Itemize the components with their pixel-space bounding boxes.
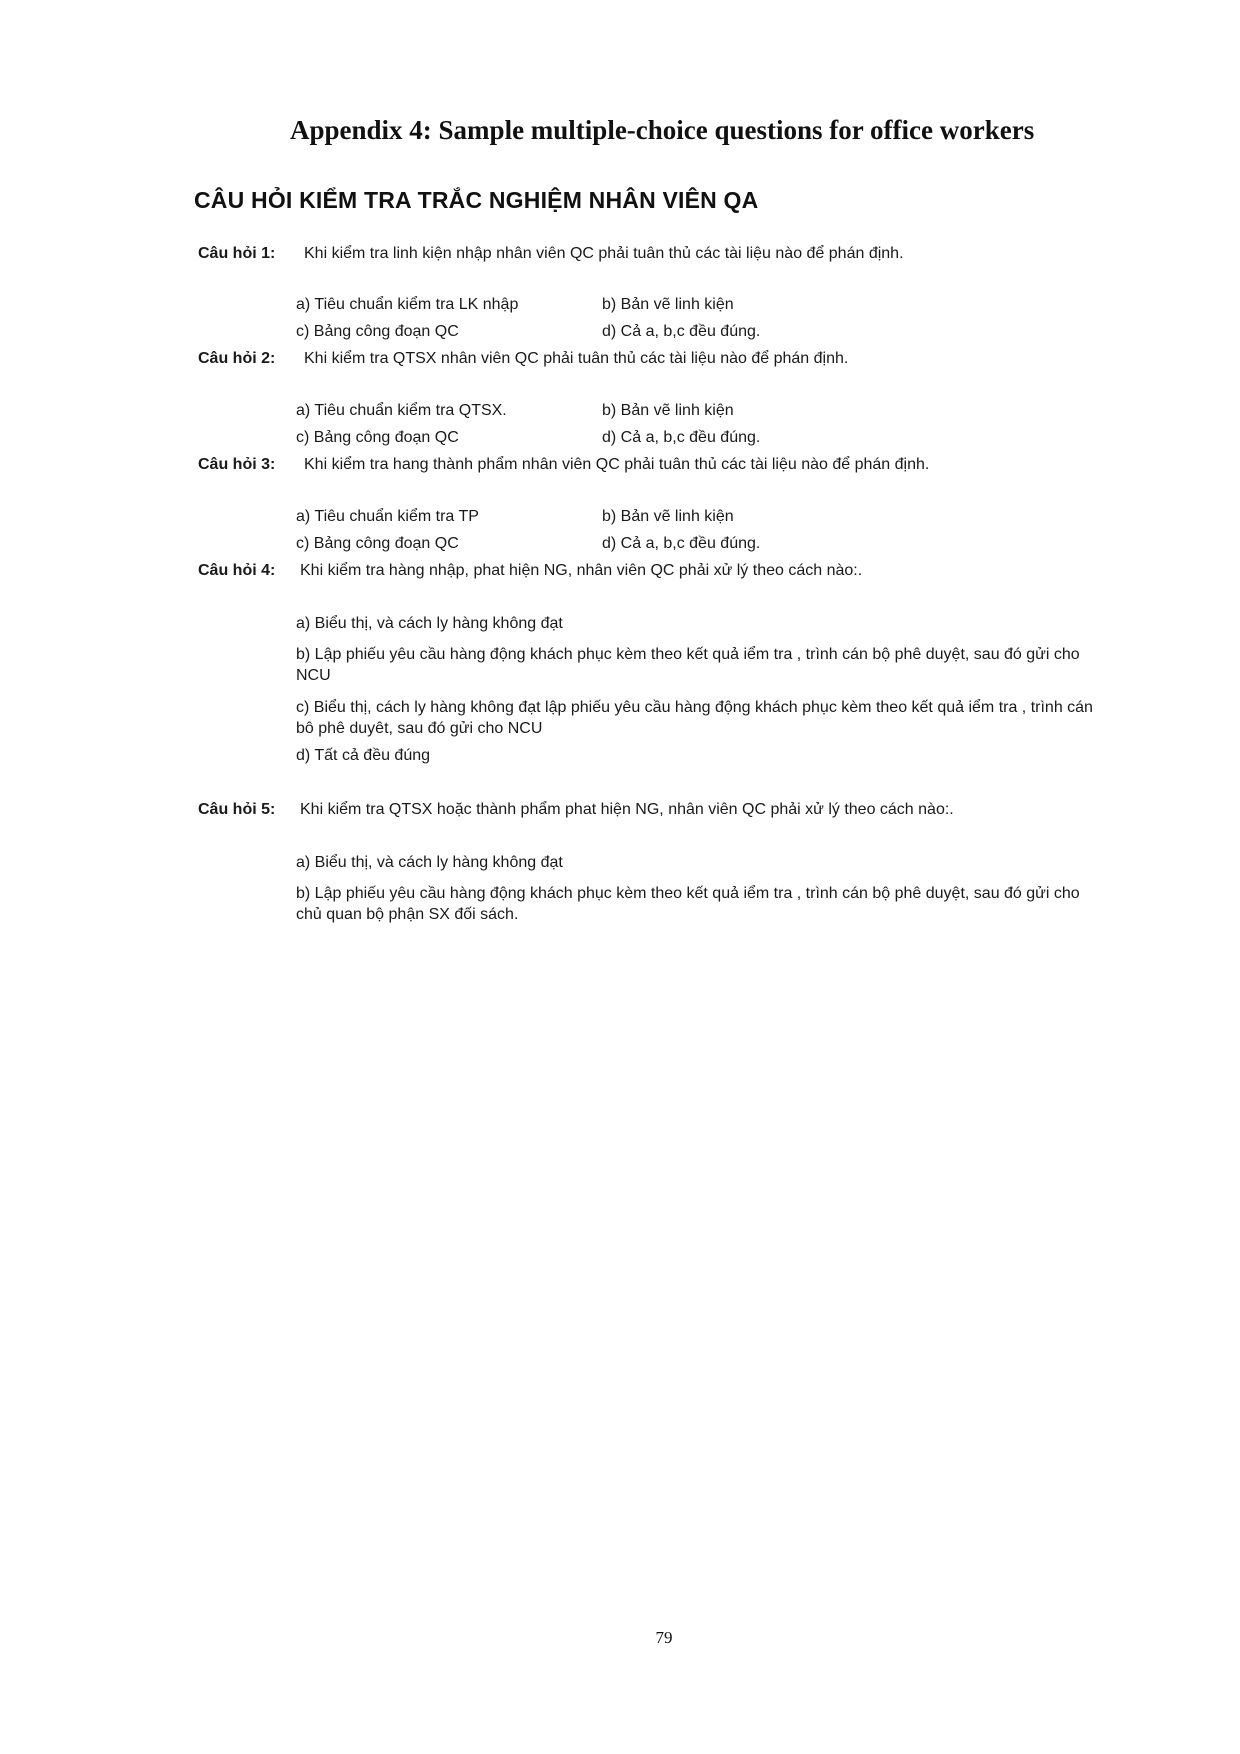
question-3-option-a: a) Tiêu chuẩn kiểm tra TP xyxy=(296,508,479,525)
question-1-label: Câu hỏi 1: xyxy=(198,245,276,262)
question-5-label: Câu hỏi 5: xyxy=(198,801,276,818)
question-2-option-a: a) Tiêu chuẩn kiểm tra QTSX. xyxy=(296,402,507,419)
question-3-option-d: d) Cả a, b,c đều đúng. xyxy=(602,535,761,552)
question-1-option-d: d) Cả a, b,c đều đúng. xyxy=(602,323,761,340)
question-4-option-d: d) Tất cả đều đúng xyxy=(296,747,431,764)
question-4-option-b: b) Lập phiếu yêu cầu hàng động khách phục kèm theo kết quả iểm tra , trình cán bộ phê duyệt, sau đó gửi cho NCU xyxy=(296,646,1080,684)
question-1-option-a: a) Tiêu chuẩn kiểm tra LK nhập xyxy=(296,296,519,313)
question-2-label: Câu hỏi 2: xyxy=(198,350,276,367)
question-1-option-b: b) Bản vẽ linh kiện xyxy=(602,296,734,313)
question-5-option-b: b) Lập phiếu yêu cầu hàng động khách phục kèm theo kết quả iểm tra , trình cán bộ phê duyệt, sau đó gửi cho chủ quan bộ phận SX đối sách. xyxy=(296,885,1080,923)
question-3-option-b: b) Bản vẽ linh kiện xyxy=(602,508,734,525)
question-2-option-d: d) Cả a, b,c đều đúng. xyxy=(602,429,761,446)
question-4-label: Câu hỏi 4: xyxy=(198,562,276,579)
appendix-title: Appendix 4: Sample multiple-choice questions for office workers xyxy=(290,115,1035,145)
page-number: 79 xyxy=(655,1628,673,1647)
question-5-option-a: a) Biểu thị, và cách ly hàng không đạt xyxy=(296,854,563,871)
question-2-text: Khi kiểm tra QTSX nhân viên QC phải tuân thủ các tài liệu nào để phán định. xyxy=(304,350,849,367)
question-1-text: Khi kiểm tra linh kiện nhập nhân viên QC phải tuân thủ các tài liệu nào để phán định. xyxy=(304,245,904,262)
question-3-label: Câu hỏi 3: xyxy=(198,456,276,473)
question-3-option-c: c) Bảng công đoạn QC xyxy=(296,535,459,552)
question-4-option-c: c) Biểu thị, cách ly hàng không đạt lập phiếu yêu cầu hàng động khách phục kèm theo kết quả iểm tra , trình cán bô phê duyêt, sau đó gửi cho NCU xyxy=(296,699,1093,737)
question-4-text: Khi kiểm tra hàng nhập, phat hiện NG, nhân viên QC phải xử lý theo cách nào:. xyxy=(300,562,863,579)
question-2-option-c: c) Bảng công đoạn QC xyxy=(296,429,459,446)
question-4-option-a: a) Biểu thị, và cách ly hàng không đạt xyxy=(296,615,563,632)
question-2-option-b: b) Bản vẽ linh kiện xyxy=(602,402,734,419)
question-3-text: Khi kiểm tra hang thành phẩm nhân viên QC phải tuân thủ các tài liệu nào để phán định. xyxy=(304,456,930,473)
question-5-text: Khi kiểm tra QTSX hoặc thành phẩm phat hiện NG, nhân viên QC phải xử lý theo cách nào:. xyxy=(300,801,954,818)
section-heading: CÂU HỎI KIỂM TRA TRẮC NGHIỆM NHÂN VIÊN QA xyxy=(194,187,759,213)
question-1-option-c: c) Bảng công đoạn QC xyxy=(296,323,459,340)
